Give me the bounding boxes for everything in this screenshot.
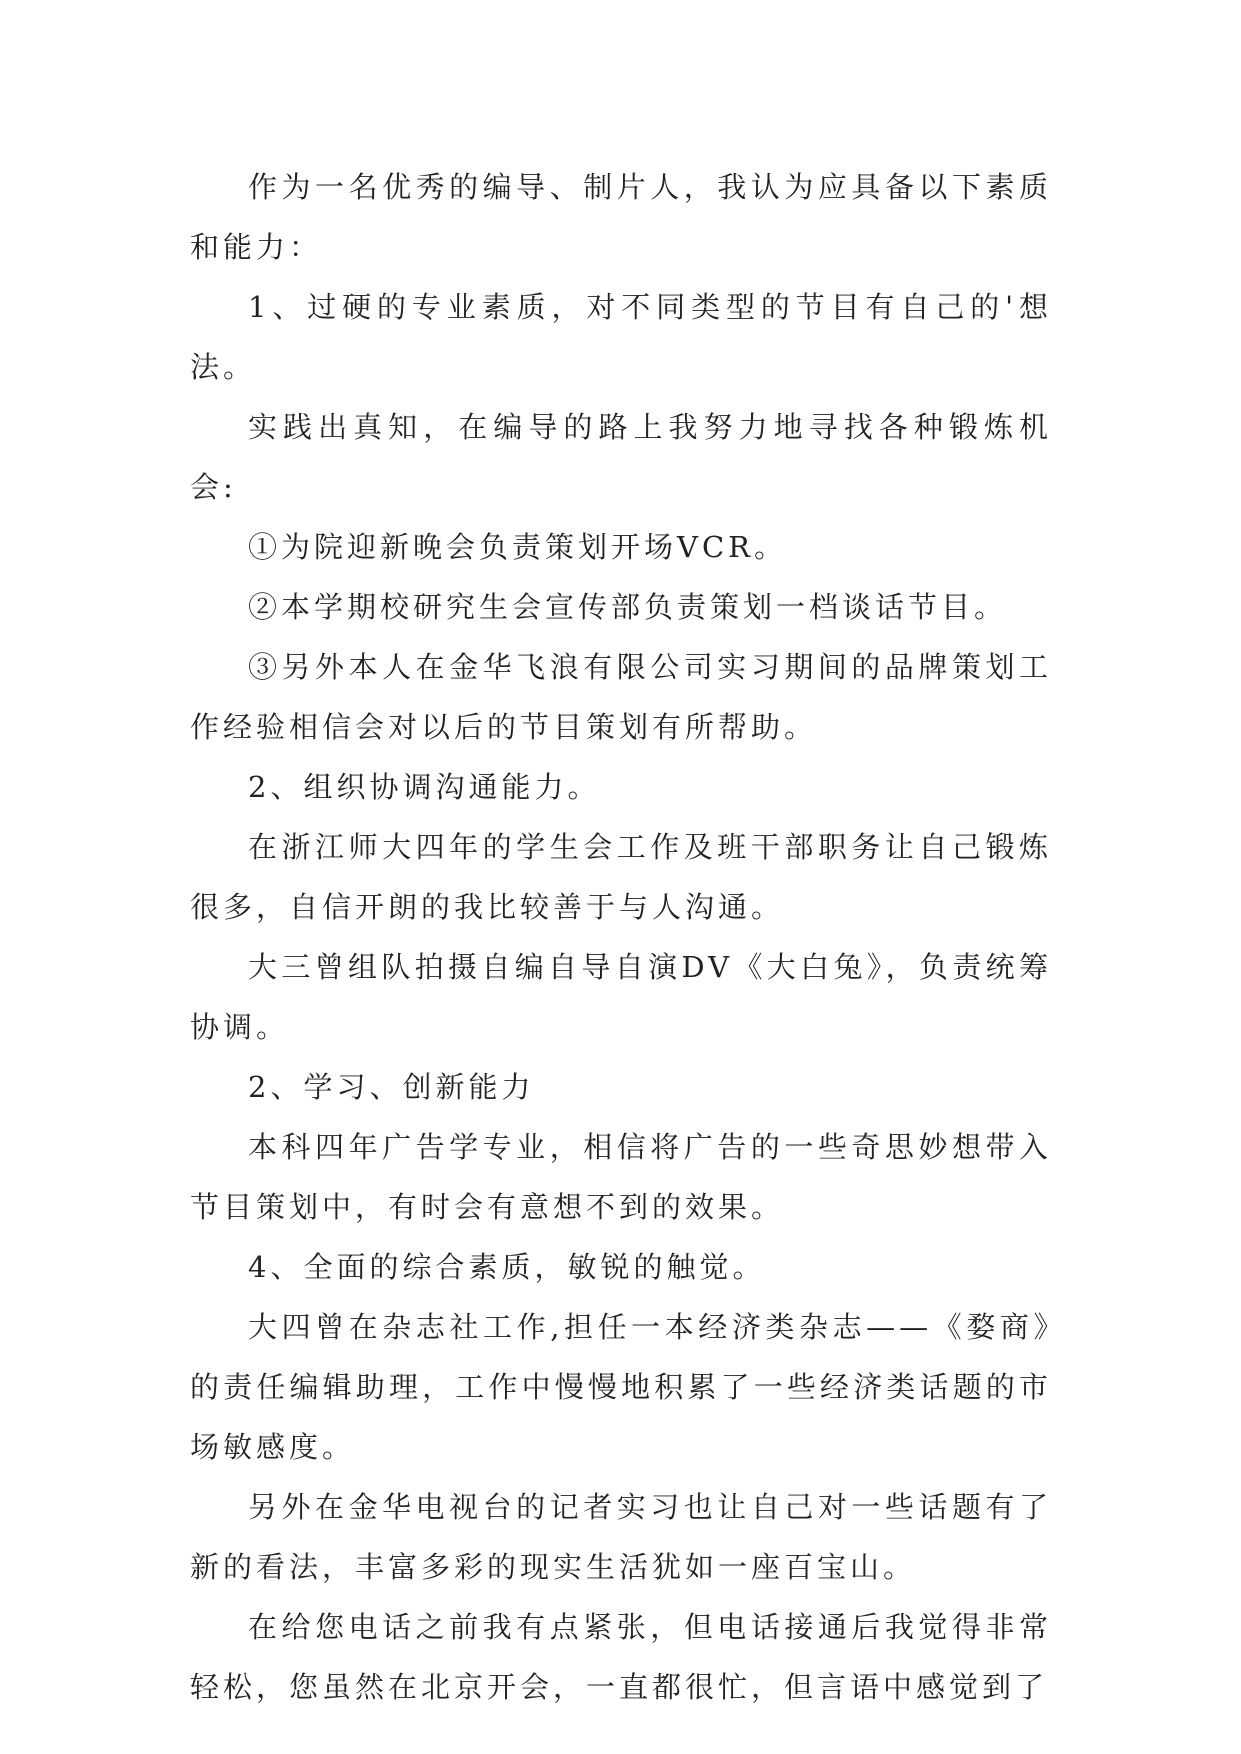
paragraph-intro: 作为一名优秀的编导、制片人，我认为应具备以下素质和能力： xyxy=(190,170,1052,264)
document-body xyxy=(190,157,1052,1717)
paragraph-point-3: 2、学习、创新能力 xyxy=(248,1070,535,1104)
paragraph-advertising: 本科四年广告学专业，相信将广告的一些奇思妙想带入节目策划中，有时会有意想不到的效果。 xyxy=(190,1130,1052,1224)
paragraph-point-2: 2、组织协调沟通能力。 xyxy=(248,770,601,804)
paragraph-student-union: 在浙江师大四年的学生会工作及班干部职务让自己锻炼很多，自信开朗的我比较善于与人沟通。 xyxy=(190,830,1052,924)
paragraph-point-4: 4、全面的综合素质，敏锐的触觉。 xyxy=(248,1250,766,1284)
paragraph-dv: 大三曾组队拍摄自编自导自演DV《大白兔》，负责统筹协调。 xyxy=(190,950,1052,1044)
paragraph-point-1: 1、过硬的专业素质，对不同类型的节目有自己的'想法。 xyxy=(190,290,1052,384)
paragraph-item-2: ②本学期校研究生会宣传部负责策划一档谈话节目。 xyxy=(248,590,1008,624)
paragraph-practice: 实践出真知，在编导的路上我努力地寻找各种锻炼机会: xyxy=(190,410,1052,504)
paragraph-tv-internship: 另外在金华电视台的记者实习也让自己对一些话题有了新的看法，丰富多彩的现实生活犹如一座百宝山。 xyxy=(190,1490,1052,1584)
paragraph-item-3: ③另外本人在金华飞浪有限公司实习期间的品牌策划工作经验相信会对以后的节目策划有所帮助。 xyxy=(190,650,1052,744)
paragraph-item-1: ①为院迎新晚会负责策划开场VCR。 xyxy=(248,530,787,564)
paragraph-phone-call: 在给您电话之前我有点紧张，但电话接通后我觉得非常轻松，您虽然在北京开会，一直都很忙，但言语中感觉到了 xyxy=(190,1610,1052,1704)
paragraph-magazine: 大四曾在杂志社工作,担任一本经济类杂志——《婺商》的责任编辑助理，工作中慢慢地积累了一些经济类话题的市场敏感度。 xyxy=(190,1310,1052,1464)
